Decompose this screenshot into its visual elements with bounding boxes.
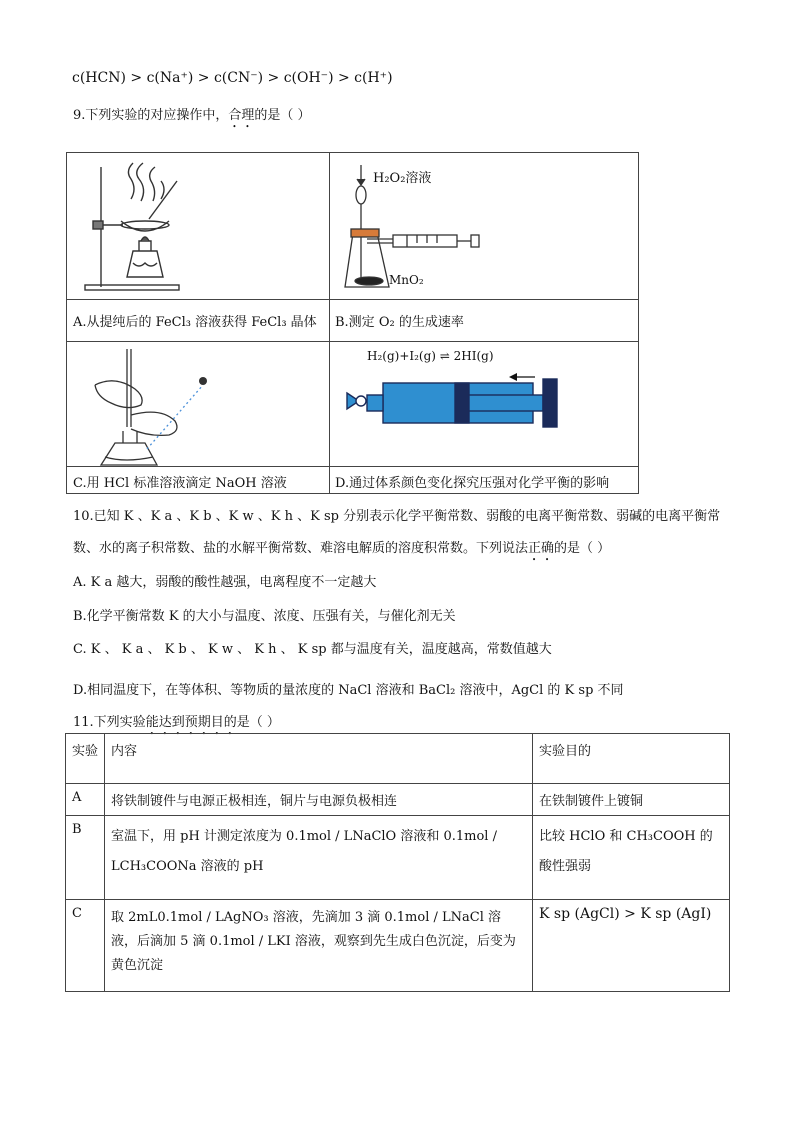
q11-table (65, 733, 730, 992)
row-content: 将铁制镀件与电源正极相连，铜片与电源负极相连 (105, 784, 533, 816)
q9-stem (73, 104, 311, 131)
row-purpose: 比较 HClO 和 CH₃COOH 的酸性强弱 (533, 816, 730, 900)
table-row (66, 816, 730, 900)
q9-option-d: D.通过体系颜色变化探究压强对化学平衡的影响 (335, 476, 610, 491)
row-content: 室温下，用 pH 计测定浓度为 0.1mol / LNaClO 溶液和 0.1mol / LCH₃COONa 溶液的 pH (105, 816, 533, 900)
h2o2-label: H₂O₂溶液 (373, 171, 432, 186)
continued-expression: c(HCN) > c(Na⁺) > c(CN⁻) > c(OH⁻) > c(H⁺) (72, 70, 393, 86)
q10-option-c: C. K 、 K a 、 K b 、 K w 、 K h 、 K sp 都与温度有关，温度越高，常数值越大 (73, 642, 552, 657)
row-purpose: 在铁制镀件上镀铜 (533, 784, 730, 816)
row-id: A (66, 784, 105, 816)
q10-stem-line2 (73, 537, 610, 564)
q9-option-a: A.从提纯后的 FeCl₃ 溶液获得 FeCl₃ 晶体 (73, 315, 317, 330)
table-row (66, 900, 730, 992)
header-experiment: 实验 (66, 734, 105, 784)
q10-option-b: B.化学平衡常数 K 的大小与温度、浓度、压强有关，与催化剂无关 (73, 609, 456, 624)
q10-stem-prefix: 数、水的离子积常数、盐的水解平衡常数、难溶电解质的溶度积常数。下列说法 (73, 541, 529, 556)
row-id: B (66, 816, 105, 900)
q11-stem-suffix: 是（ ） (236, 715, 280, 730)
q10-stem-suffix: 的是（ ） (554, 541, 611, 556)
q10-option-a: A. K a 越大，弱酸的酸性越强，电离程度不一定越大 (73, 575, 377, 590)
q10-stem-line1: 10.已知 K 、K a 、K b 、K w 、K h 、K sp 分别表示化学平衡常数、弱酸的电离平衡常数、弱碱的电离平衡常 (73, 509, 721, 524)
q10-stem-emphasis: 正确 (528, 541, 555, 556)
q10-option-d: D.相同温度下，在等体积、等物质的量浓度的 NaCl 溶液和 BaCl₂ 溶液中，AgCl 的 K sp 不同 (73, 683, 624, 698)
mno2-label: MnO₂ (389, 273, 424, 287)
header-content: 内容 (105, 734, 533, 784)
pressure-syringe-illustration (337, 371, 607, 451)
table-header-row (66, 734, 730, 784)
q9-stem-emphasis: 合理 (228, 108, 255, 123)
q11-stem-emphasis: 能达到预期目的 (145, 715, 237, 730)
q9-option-b: B.测定 O₂ 的生成速率 (335, 315, 464, 330)
q9-options-grid (66, 152, 639, 494)
table-row (66, 784, 730, 816)
q9-stem-prefix: 9.下列实验的对应操作中， (73, 108, 229, 123)
equilibrium-equation: H₂(g)+I₂(g) ⇌ 2HI(g) (367, 349, 494, 363)
q11-stem-prefix: 11.下列实验 (73, 715, 146, 730)
q9-option-c: C.用 HCl 标准溶液滴定 NaOH 溶液 (73, 476, 287, 491)
row-id: C (66, 900, 105, 992)
row-purpose: K sp (AgCl) > K sp (AgI) (533, 900, 730, 992)
titration-illustration (75, 345, 215, 469)
evaporation-apparatus-illustration (77, 159, 187, 294)
header-purpose: 实验目的 (533, 734, 730, 784)
q9-stem-suffix: 的是（ ） (254, 108, 311, 123)
row-content: 取 2mL0.1mol / LAgNO₃ 溶液，先滴加 3 滴 0.1mol / LNaCl 溶液，后滴加 5 滴 0.1mol / LKI 溶液，观察到先生成白色沉淀，后变为黄色沉淀 (105, 900, 533, 992)
